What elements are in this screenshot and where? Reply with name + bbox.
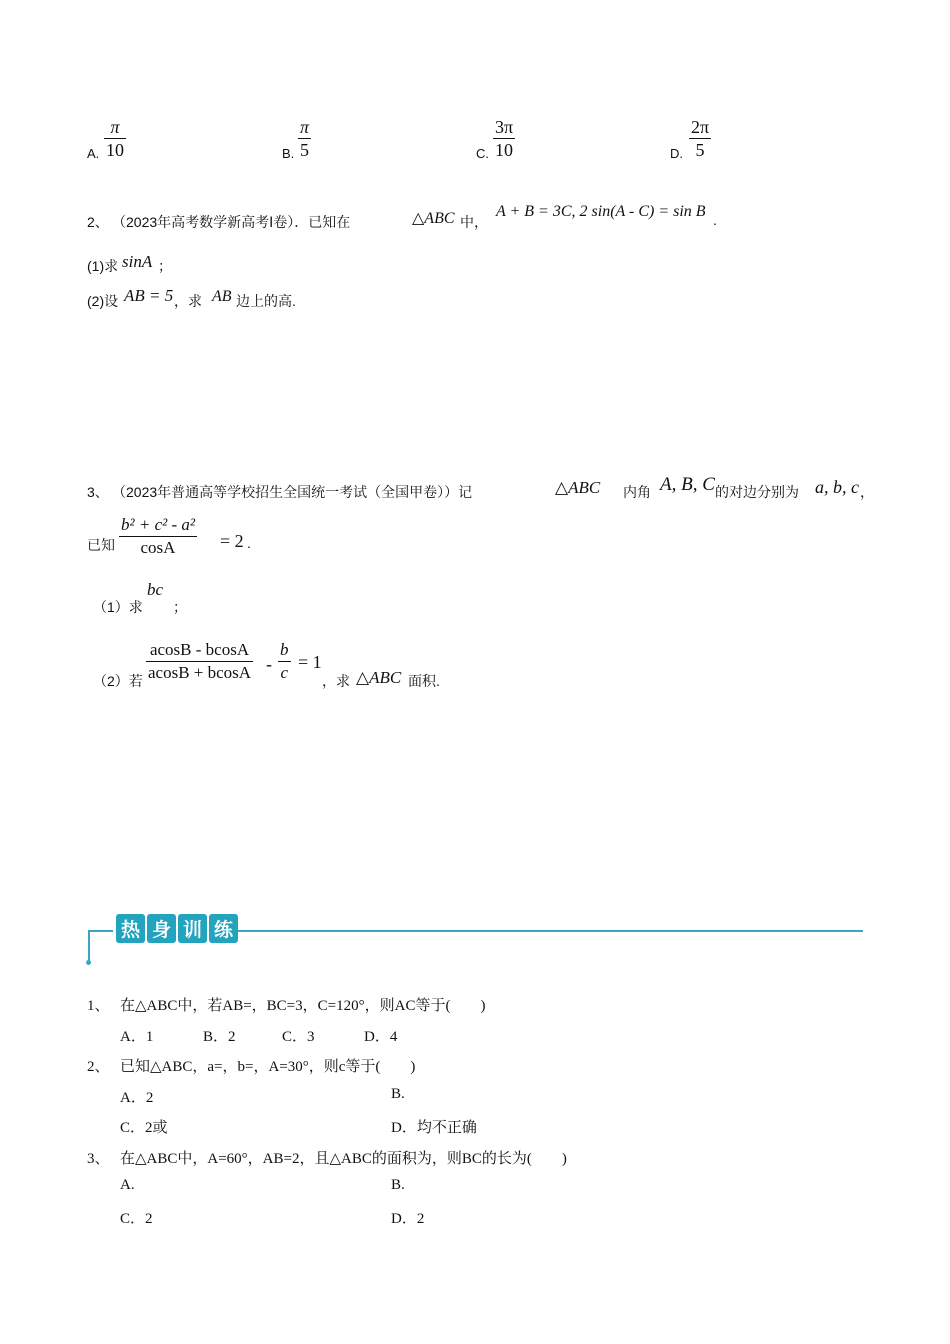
q3-given-denominator: cosA (140, 538, 176, 557)
q3-given-fraction (119, 515, 197, 558)
q3-part2-fraction-2 (278, 640, 291, 683)
q2-part2-math: AB = 5 (124, 286, 174, 305)
q3-part2-end: 面积. (408, 673, 440, 689)
warmup-3-option-d: D．2 (391, 1211, 425, 1227)
warmup-1-option-d: D．4 (364, 1029, 398, 1045)
q3-part2-minus: - (266, 654, 272, 674)
q3-part2-fraction-1-denominator: acosB + bcosA (148, 663, 252, 682)
warmup-1-option-c: C．3 (282, 1029, 315, 1045)
q2-part1-suffix: ； (158, 258, 172, 274)
q3-number: 3、 (87, 484, 109, 500)
q1-option-d-fraction (689, 117, 711, 160)
warmup-2-option-d: D．均不正确 (391, 1120, 477, 1136)
q1-option-c-numerator: 3π (495, 117, 514, 137)
q1-option-b-fraction (298, 117, 311, 160)
q3-angles: A, B, C (660, 474, 715, 495)
q3-part2-label: （2）若 (93, 673, 143, 689)
q3-sides-text: 的对边分别为 (715, 484, 799, 500)
warmup-2-option-b: B. (391, 1086, 405, 1102)
q3-part2-fraction-1 (146, 640, 253, 683)
warmup-2-option-c: C．2或 (120, 1120, 168, 1136)
section-title (116, 914, 240, 948)
warmup-2-option-a: A．2 (120, 1090, 154, 1106)
section-title-char-4: 练 (209, 914, 238, 943)
q2-part2-suffix: 边上的高. (236, 293, 296, 309)
section-line-left (89, 930, 113, 932)
q3-inner: 内角 (623, 484, 651, 500)
q3-part2-triangle: △ABC (356, 668, 402, 687)
q3-part1-math: bc (147, 580, 164, 599)
q1-option-d-label: D. (670, 146, 683, 161)
q3-part2-fraction-1-numerator: acosB - bcosA (149, 640, 250, 659)
q1-option-b-denominator: 5 (300, 140, 310, 160)
section-title-char-1: 热 (116, 914, 145, 943)
q2-part2-prefix: (2)设 (87, 293, 119, 309)
warmup-1-text: 在△ABC中，若AB=，BC=3，C=120°，则AC等于( ) (120, 998, 486, 1014)
q2-part2-math2: AB (212, 288, 232, 305)
q3-part2-fraction-2-denominator: c (280, 663, 289, 682)
q1-option-d-denominator: 5 (695, 140, 705, 160)
warmup-1-number: 1、 (87, 998, 110, 1014)
section-title-char-3: 训 (178, 914, 207, 943)
q3-given-period: . (247, 535, 251, 551)
q3-part2-fraction-2-numerator: b (280, 640, 289, 659)
q1-option-a-denominator: 10 (106, 140, 124, 160)
section-line-vertical (88, 930, 90, 962)
q2-source: （2023年高考数学新高考Ⅰ卷）．已知在 (112, 214, 351, 230)
q3-sides: a, b, c (815, 477, 859, 497)
q2-triangle: △ABC (412, 210, 455, 227)
q3-source: （2023年普通高等学校招生全国统一考试（全国甲卷））记 (112, 484, 473, 500)
q1-option-c-denominator: 10 (495, 140, 514, 160)
warmup-1-option-b: B．2 (203, 1029, 236, 1045)
warmup-3-option-a: A. (120, 1177, 135, 1193)
q2-number: 2、 (87, 214, 109, 230)
warmup-3-number: 3、 (87, 1151, 110, 1167)
q3-comma: ， (860, 484, 874, 500)
warmup-3-option-c: C．2 (120, 1211, 153, 1227)
q1-option-a-fraction (104, 117, 126, 160)
q2-condition: A + B = 3C, 2 sin(A - C) = sin B (496, 203, 706, 220)
q1-option-a-label: A. (87, 146, 100, 161)
section-line-dot (86, 960, 91, 965)
section-line-right (238, 930, 863, 932)
q3-part1-suffix: ； (173, 599, 187, 615)
q1-option-c-fraction (493, 117, 515, 160)
warmup-1-option-a: A．1 (120, 1029, 154, 1045)
q3-part2-rhs: = 1 (298, 652, 322, 672)
warmup-2-number: 2、 (87, 1059, 110, 1075)
q2-mid-text: 中， (460, 214, 488, 230)
q1-option-b-label: B. (282, 146, 295, 161)
q2-part1-prefix: (1)求 (87, 258, 119, 274)
q3-given-numerator: b² + c² - a² (121, 515, 195, 534)
q2-period: . (713, 212, 717, 228)
q2-part1-math: sinA (122, 252, 153, 271)
q1-option-d-numerator: 2π (691, 117, 710, 137)
q3-triangle: △ABC (555, 478, 601, 497)
warmup-2-text: 已知△ABC，a=，b=，A=30°，则c等于( ) (120, 1059, 416, 1075)
q1-option-c-label: C. (476, 146, 489, 161)
q1-option-b-numerator: π (300, 117, 310, 137)
q3-part2-suffix: ，求 (322, 673, 350, 689)
warmup-3-option-b: B. (391, 1177, 405, 1193)
section-title-char-2: 身 (147, 914, 176, 943)
q3-given: 已知 (87, 537, 115, 553)
q2-part2-mid: ，求 (174, 293, 202, 309)
q3-given-rhs: = 2 (220, 531, 244, 551)
q3-part1-label: （1）求 (93, 599, 143, 615)
warmup-3-text: 在△ABC中，A=60°，AB=2，且△ABC的面积为，则BC的长为( ) (120, 1151, 567, 1167)
q1-option-a-numerator: π (110, 117, 120, 137)
